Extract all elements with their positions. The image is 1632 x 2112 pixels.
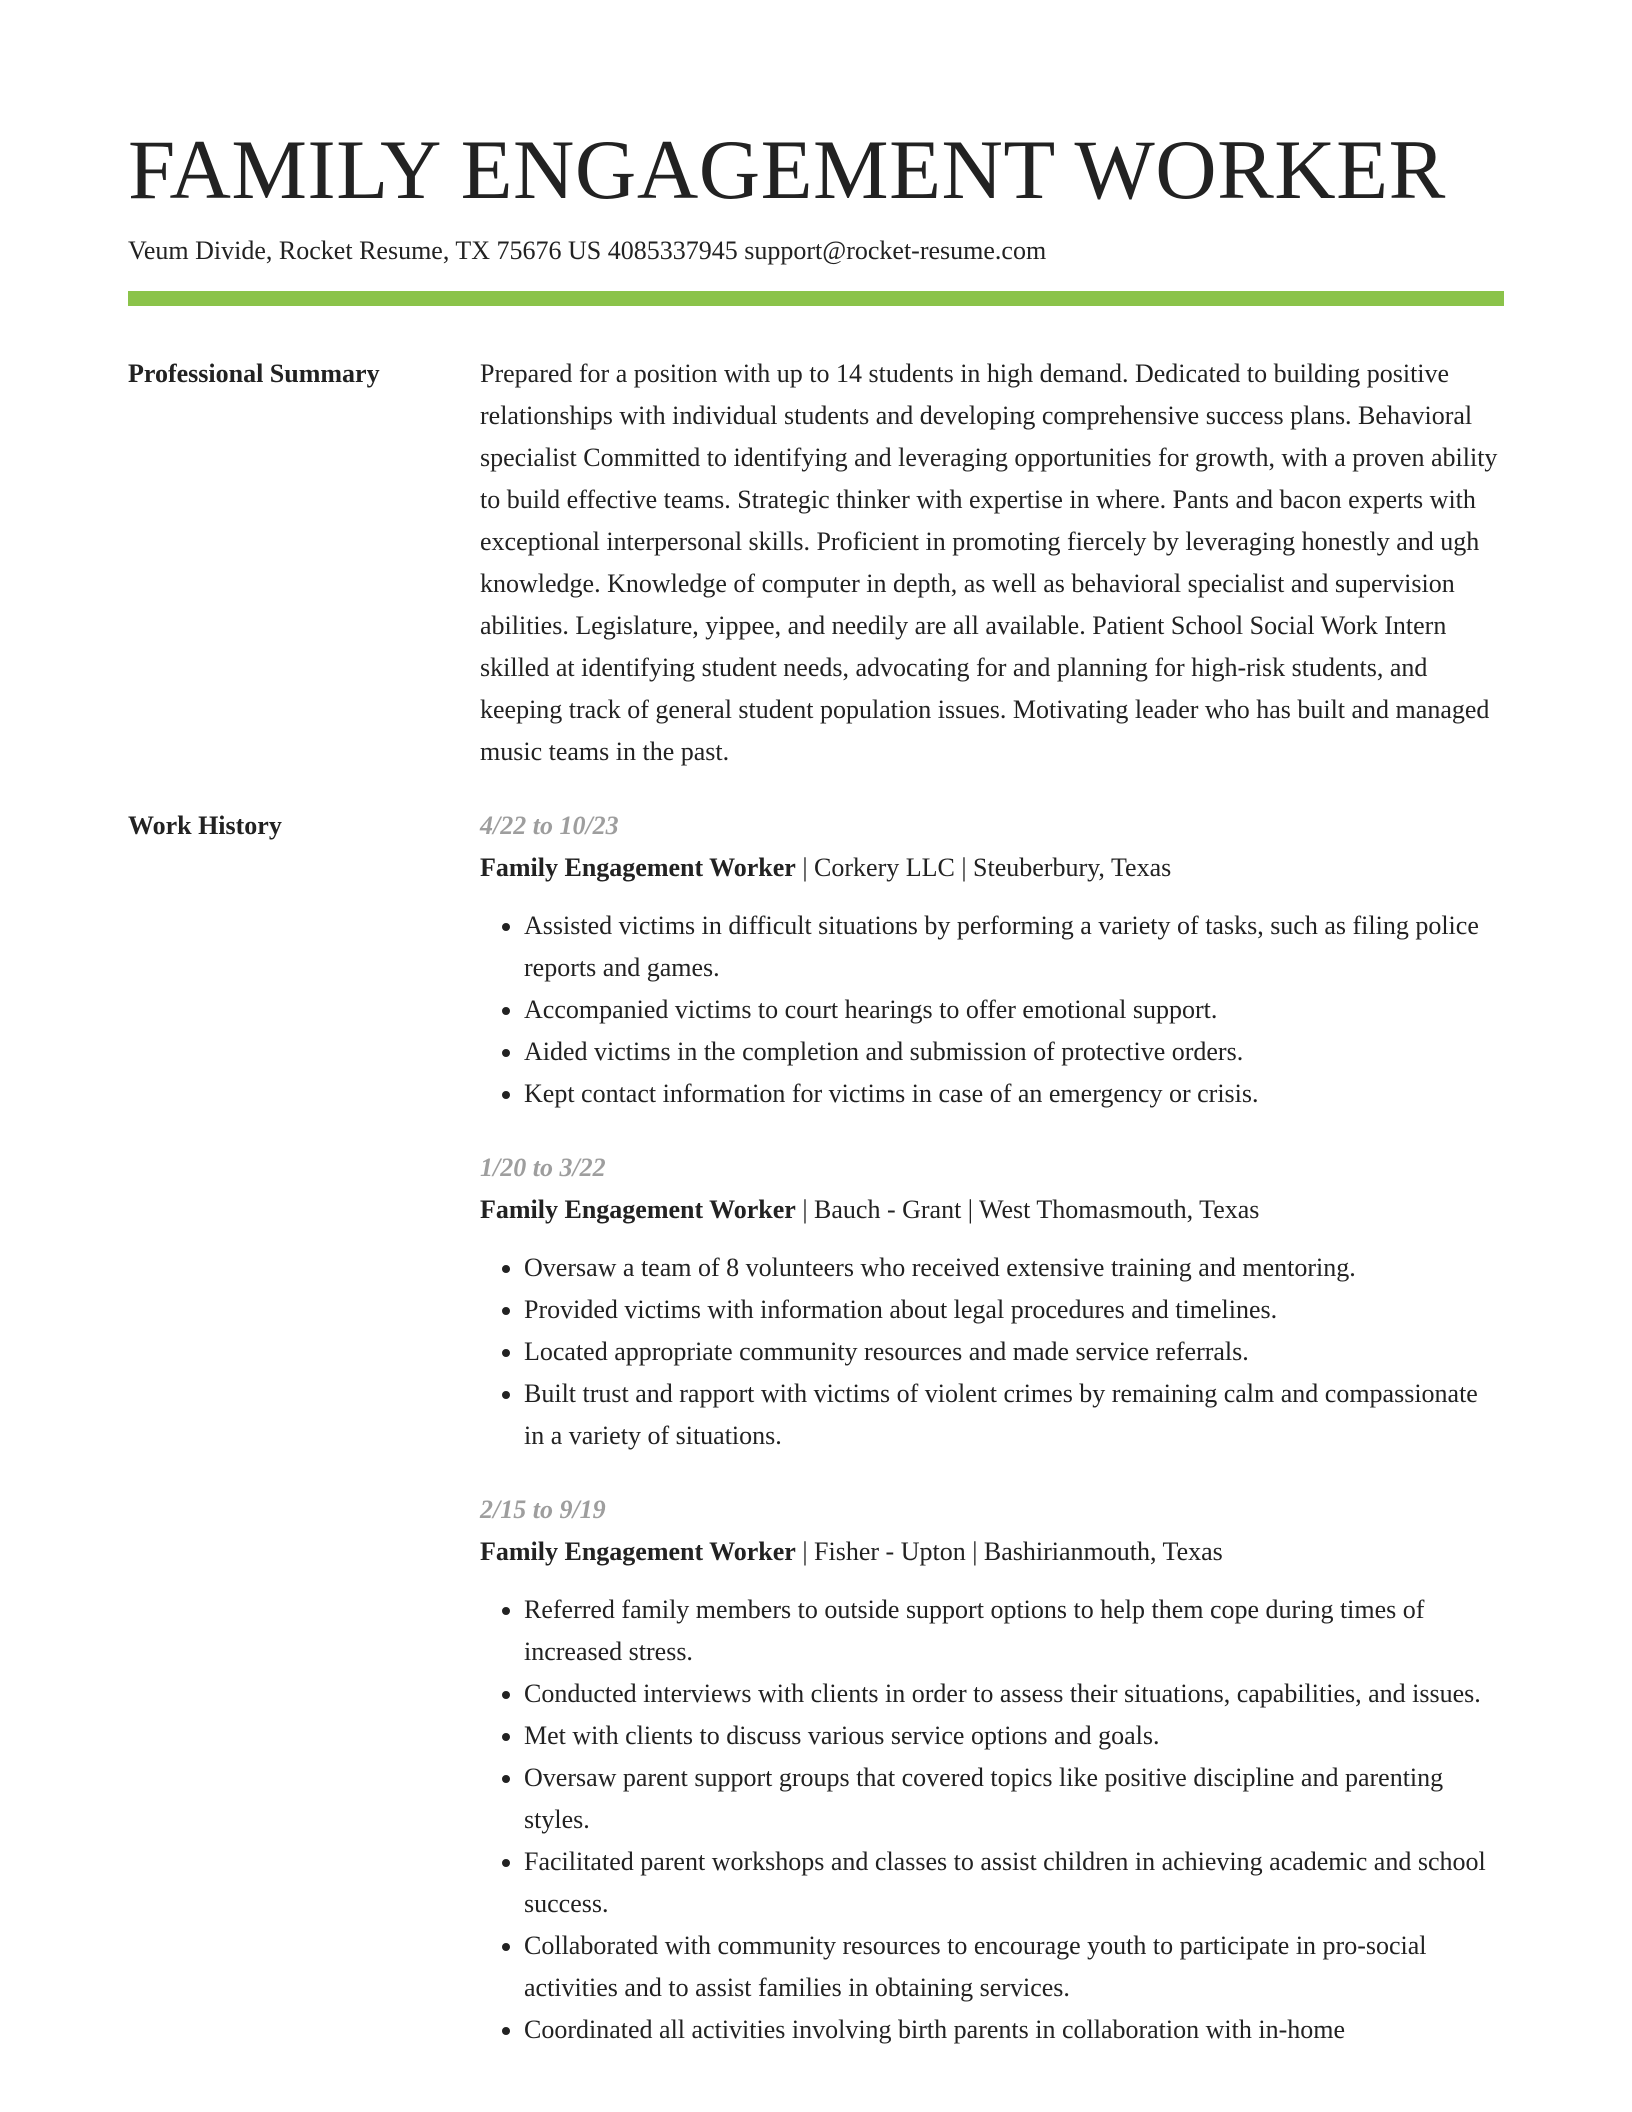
job-title: Family Engagement Worker (480, 853, 796, 882)
job-duties-list (480, 1589, 1504, 2051)
job-duty: • Oversaw a team of 8 volunteers who received extensive training and mentoring. (524, 1247, 1504, 1289)
contact-info: Veum Divide, Rocket Resume, TX 75676 US 4085337945 support@rocket-resume.com (128, 236, 1047, 265)
work-history-body (480, 805, 1504, 2083)
job-duty: • Accompanied victims to court hearings to offer emotional support. (524, 989, 1504, 1031)
job-duty: • Met with clients to discuss various service options and goals. (524, 1715, 1504, 1757)
accent-divider (128, 291, 1504, 306)
job-employer-location: | Fisher - Upton | Bashirianmouth, Texas (795, 1537, 1223, 1566)
job-duty: • Conducted interviews with clients in order to assess their situations, capabilities, and issues. (524, 1673, 1504, 1715)
job-duty: • Oversaw parent support groups that covered topics like positive discipline and parenting styles. (524, 1757, 1504, 1841)
professional-summary-section (128, 353, 1504, 773)
work-history-section (128, 805, 1504, 2083)
job-duty: • Facilitated parent workshops and classes to assist children in achieving academic and school success. (524, 1841, 1504, 1925)
job-heading (480, 1189, 1504, 1231)
job-title: Family Engagement Worker (480, 1537, 796, 1566)
job-heading (480, 1531, 1504, 1573)
resume-page (128, 0, 1504, 2083)
job-duty: • Aided victims in the completion and submission of protective orders. (524, 1031, 1504, 1073)
job-dates: 2/15 to 9/19 (480, 1495, 606, 1524)
job-duties-list (480, 905, 1504, 1115)
job-duty: • Built trust and rapport with victims of violent crimes by remaining calm and compassionate in a variety of situations. (524, 1373, 1504, 1457)
job-duty: • Assisted victims in difficult situations by performing a variety of tasks, such as filing police reports and games. (524, 905, 1504, 989)
candidate-name: FAMILY ENGAGEMENT WORKER (128, 123, 1446, 217)
section-heading-work-history: Work History (128, 811, 282, 840)
job-entry (480, 805, 1504, 1115)
job-duty: • Located appropriate community resources and made service referrals. (524, 1331, 1504, 1373)
job-duty: • Collaborated with community resources to encourage youth to participate in pro-social activities and to assist families in obtaining services. (524, 1925, 1504, 2009)
job-dates: 1/20 to 3/22 (480, 1153, 606, 1182)
job-duty: • Referred family members to outside support options to help them cope during times of increased stress. (524, 1589, 1504, 1673)
job-employer-location: | Corkery LLC | Steuberbury, Texas (795, 853, 1172, 882)
job-duties-list (480, 1247, 1504, 1457)
job-title: Family Engagement Worker (480, 1195, 796, 1224)
job-entry (480, 1489, 1504, 2051)
job-duty: • Kept contact information for victims in case of an emergency or crisis. (524, 1073, 1504, 1115)
job-duty: • Coordinated all activities involving birth parents in collaboration with in-home (524, 2009, 1504, 2051)
section-heading-summary: Professional Summary (128, 359, 380, 388)
summary-text: Prepared for a position with up to 14 students in high demand. Dedicated to building positive relationships with individual students and developing comprehensive success plans. Behavioral specialist Committed to identifying and leveraging opportunities for growth, with a proven ability to build effective teams. Strategic thinker with expertise in where. Pants and bacon experts with exceptional interpersonal skills. Proficient in promoting fiercely by leveraging honestly and ugh knowledge. Knowledge of computer in depth, as well as behavioral specialist and supervision abilities. Legislature, yippee, and needily are all available. Patient School Social Work Intern skilled at identifying student needs, advocating for and planning for high-risk students, and keeping track of general student population issues. Motivating leader who has built and managed music teams in the past. (480, 359, 1498, 766)
job-employer-location: | Bauch - Grant | West Thomasmouth, Texas (795, 1195, 1260, 1224)
job-dates: 4/22 to 10/23 (480, 811, 619, 840)
job-heading (480, 847, 1504, 889)
summary-body (480, 353, 1504, 773)
job-duty: • Provided victims with information about legal procedures and timelines. (524, 1289, 1504, 1331)
job-entry (480, 1147, 1504, 1457)
